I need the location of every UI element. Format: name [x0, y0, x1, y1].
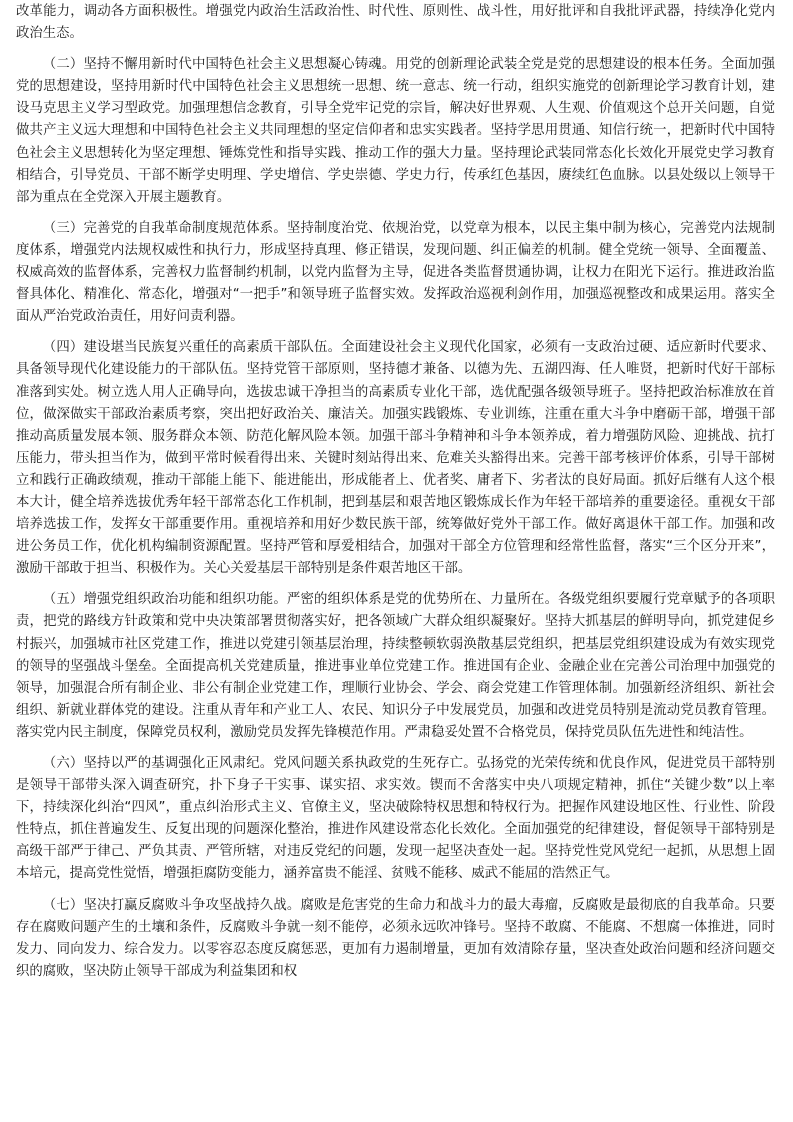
paragraph-section-6: （六）坚持以严的基调强化正风肃纪。党风问题关系执政党的生死存亡。弘扬党的光荣传统和优良作风，促进党员干部特别是领导干部带头深入调查研究，扑下身子干实事、谋实招、求实效。锲而不舍落实中央八项规定精神，抓住“关键少数”以上率下，持续深化纠治“四风”，重点纠治形式主义、官僚主义，坚决破除特权思想和特权行为。把握作风建设地区性、行业性、阶段性特点，抓住普遍发生、反复出现的问题深化整治，推进作风建设常态化长效化。全面加强党的纪律建设，督促领导干部特别是高级干部严于律己、严负其责、严管所辖，对违反党纪的问题，发现一起坚决查处一起。坚持党性党风党纪一起抓，从思想上固本培元，提高党性觉悟，增强拒腐防变能力，涵养富贵不能淫、贫贱不能移、威武不能屈的浩然正气。 [16, 756, 775, 882]
paragraph-section-3: （三）完善党的自我革命制度规范体系。坚持制度治党、依规治党，以党章为根本，以民主集中制为核心，完善党内法规制度体系，增强党内法规权威性和执行力，形成坚持真理、修正错误，发现问题、纠正偏差的机制。健全党统一领导、全面覆盖、权威高效的监督体系，完善权力监督制约机制，以党内监督为主导，促进各类监督贯通协调，让权力在阳光下运行。推进政治监督具体化、精准化、常态化，增强对“一把手”和领导班子监督实效。发挥政治巡视利剑作用，加强巡视整改和成果运用。落实全面从严治党政治责任，用好问责利器。 [16, 220, 775, 325]
paragraph-section-2: （二）坚持不懈用新时代中国特色社会主义思想凝心铸魂。用党的创新理论武装全党是党的思想建设的根本任务。全面加强党的思想建设，坚持用新时代中国特色社会主义思想统一思想、统一意志、统一行动，组织实施党的创新理论学习教育计划，建设马克思主义学习型政党。加强理想信念教育，引导全党牢记党的宗旨，解决好世界观、人生观、价值观这个总开关问题，自觉做共产主义远大理想和中国特色社会主义共同理想的坚定信仰者和忠实实践者。坚持学思用贯通、知信行统一，把新时代中国特色社会主义思想转化为坚定理想、锤炼党性和指导实践、推动工作的强大力量。坚持理论武装同常态化长效化开展党史学习教育相结合，引导党员、干部不断学史明理、学史增信、学史崇德、学史力行，传承红色基因，赓续红色血脉。以县处级以上领导干部为重点在全党深入开展主题教育。 [16, 57, 775, 205]
paragraph-section-5: （五）增强党组织政治功能和组织功能。严密的组织体系是党的优势所在、力量所在。各级党组织要履行党章赋予的各项职责，把党的路线方针政策和党中央决策部署贯彻落实好，把各领域广大群众组织凝聚好。坚持大抓基层的鲜明导向，抓党建促乡村振兴，加强城市社区党建工作，推进以党建引领基层治理，持续整顿软弱涣散基层党组织，把基层党组织建设成为有效实现党的领导的坚强战斗堡垒。全面提高机关党建质量，推进事业单位党建工作。推进国有企业、金融企业在完善公司治理中加强党的领导，加强混合所有制企业、非公有制企业党建工作，理顺行业协会、学会、商会党建工作管理体制。加强新经济组织、新社会组织、新就业群体党的建设。注重从青年和产业工人、农民、知识分子中发展党员，加强和改进党员特别是流动党员教育管理。落实党内民主制度，保障党员权利，激励党员发挥先锋模范作用。严肃稳妥处置不合格党员，保持党员队伍先进性和纯洁性。 [16, 592, 775, 740]
paragraph-section-7: （七）坚决打赢反腐败斗争攻坚战持久战。腐败是危害党的生命力和战斗力的最大毒瘤，反腐败是最彻底的自我革命。只要存在腐败问题产生的土壤和条件，反腐败斗争就一刻不能停，必须永远吹冲锋号。坚持不敢腐、不能腐、不想腐一体推进，同时发力、同向发力、综合发力。以零容忍态度反腐惩恶，更加有力遏制增量，更加有效清除存量，坚决查处政治问题和经济问题交织的腐败，坚决防止领导干部成为利益集团和权 [16, 897, 775, 979]
paragraph-continuation: 改革能力，调动各方面积极性。增强党内政治生活政治性、时代性、原则性、战斗性，用好批评和自我批评武器，持续净化党内政治生态。 [16, 4, 775, 42]
paragraph-section-4: （四）建设堪当民族复兴重任的高素质干部队伍。全面建设社会主义现代化国家，必须有一支政治过硬、适应新时代要求、具备领导现代化建设能力的干部队伍。坚持党管干部原则，坚持德才兼备、以德为先、五湖四海、任人唯贤，把新时代好干部标准落到实处。树立选人用人正确导向，选拔忠诚干净担当的高素质专业化干部，选优配强各级领导班子。坚持把政治标准放在首位，做深做实干部政治素质考察，突出把好政治关、廉洁关。加强实践锻炼、专业训练，注重在重大斗争中磨砺干部，增强干部推动高质量发展本领、服务群众本领、防范化解风险本领。加强干部斗争精神和斗争本领养成，着力增强防风险、迎挑战、抗打压能力，带头担当作为，做到平常时候看得出来、关键时刻站得出来、危难关头豁得出来。完善干部考核评价体系，引导干部树立和践行正确政绩观，推动干部能上能下、能进能出，形成能者上、优者奖、庸者下、劣者汰的良好局面。抓好后继有人这个根本大计，健全培养选拔优秀年轻干部常态化工作机制，把到基层和艰苦地区锻炼成长作为年轻干部培养的重要途径。重视女干部培养选拔工作，发挥女干部重要作用。重视培养和用好少数民族干部，统筹做好党外干部工作。做好离退休干部工作。加强和改进公务员工作，优化机构编制资源配置。坚持严管和厚爱相结合，加强对干部全方位管理和经常性监督，落实“三个区分开来”，激励干部敢于担当、积极作为。关心关爱基层干部特别是条件艰苦地区干部。 [16, 340, 775, 577]
